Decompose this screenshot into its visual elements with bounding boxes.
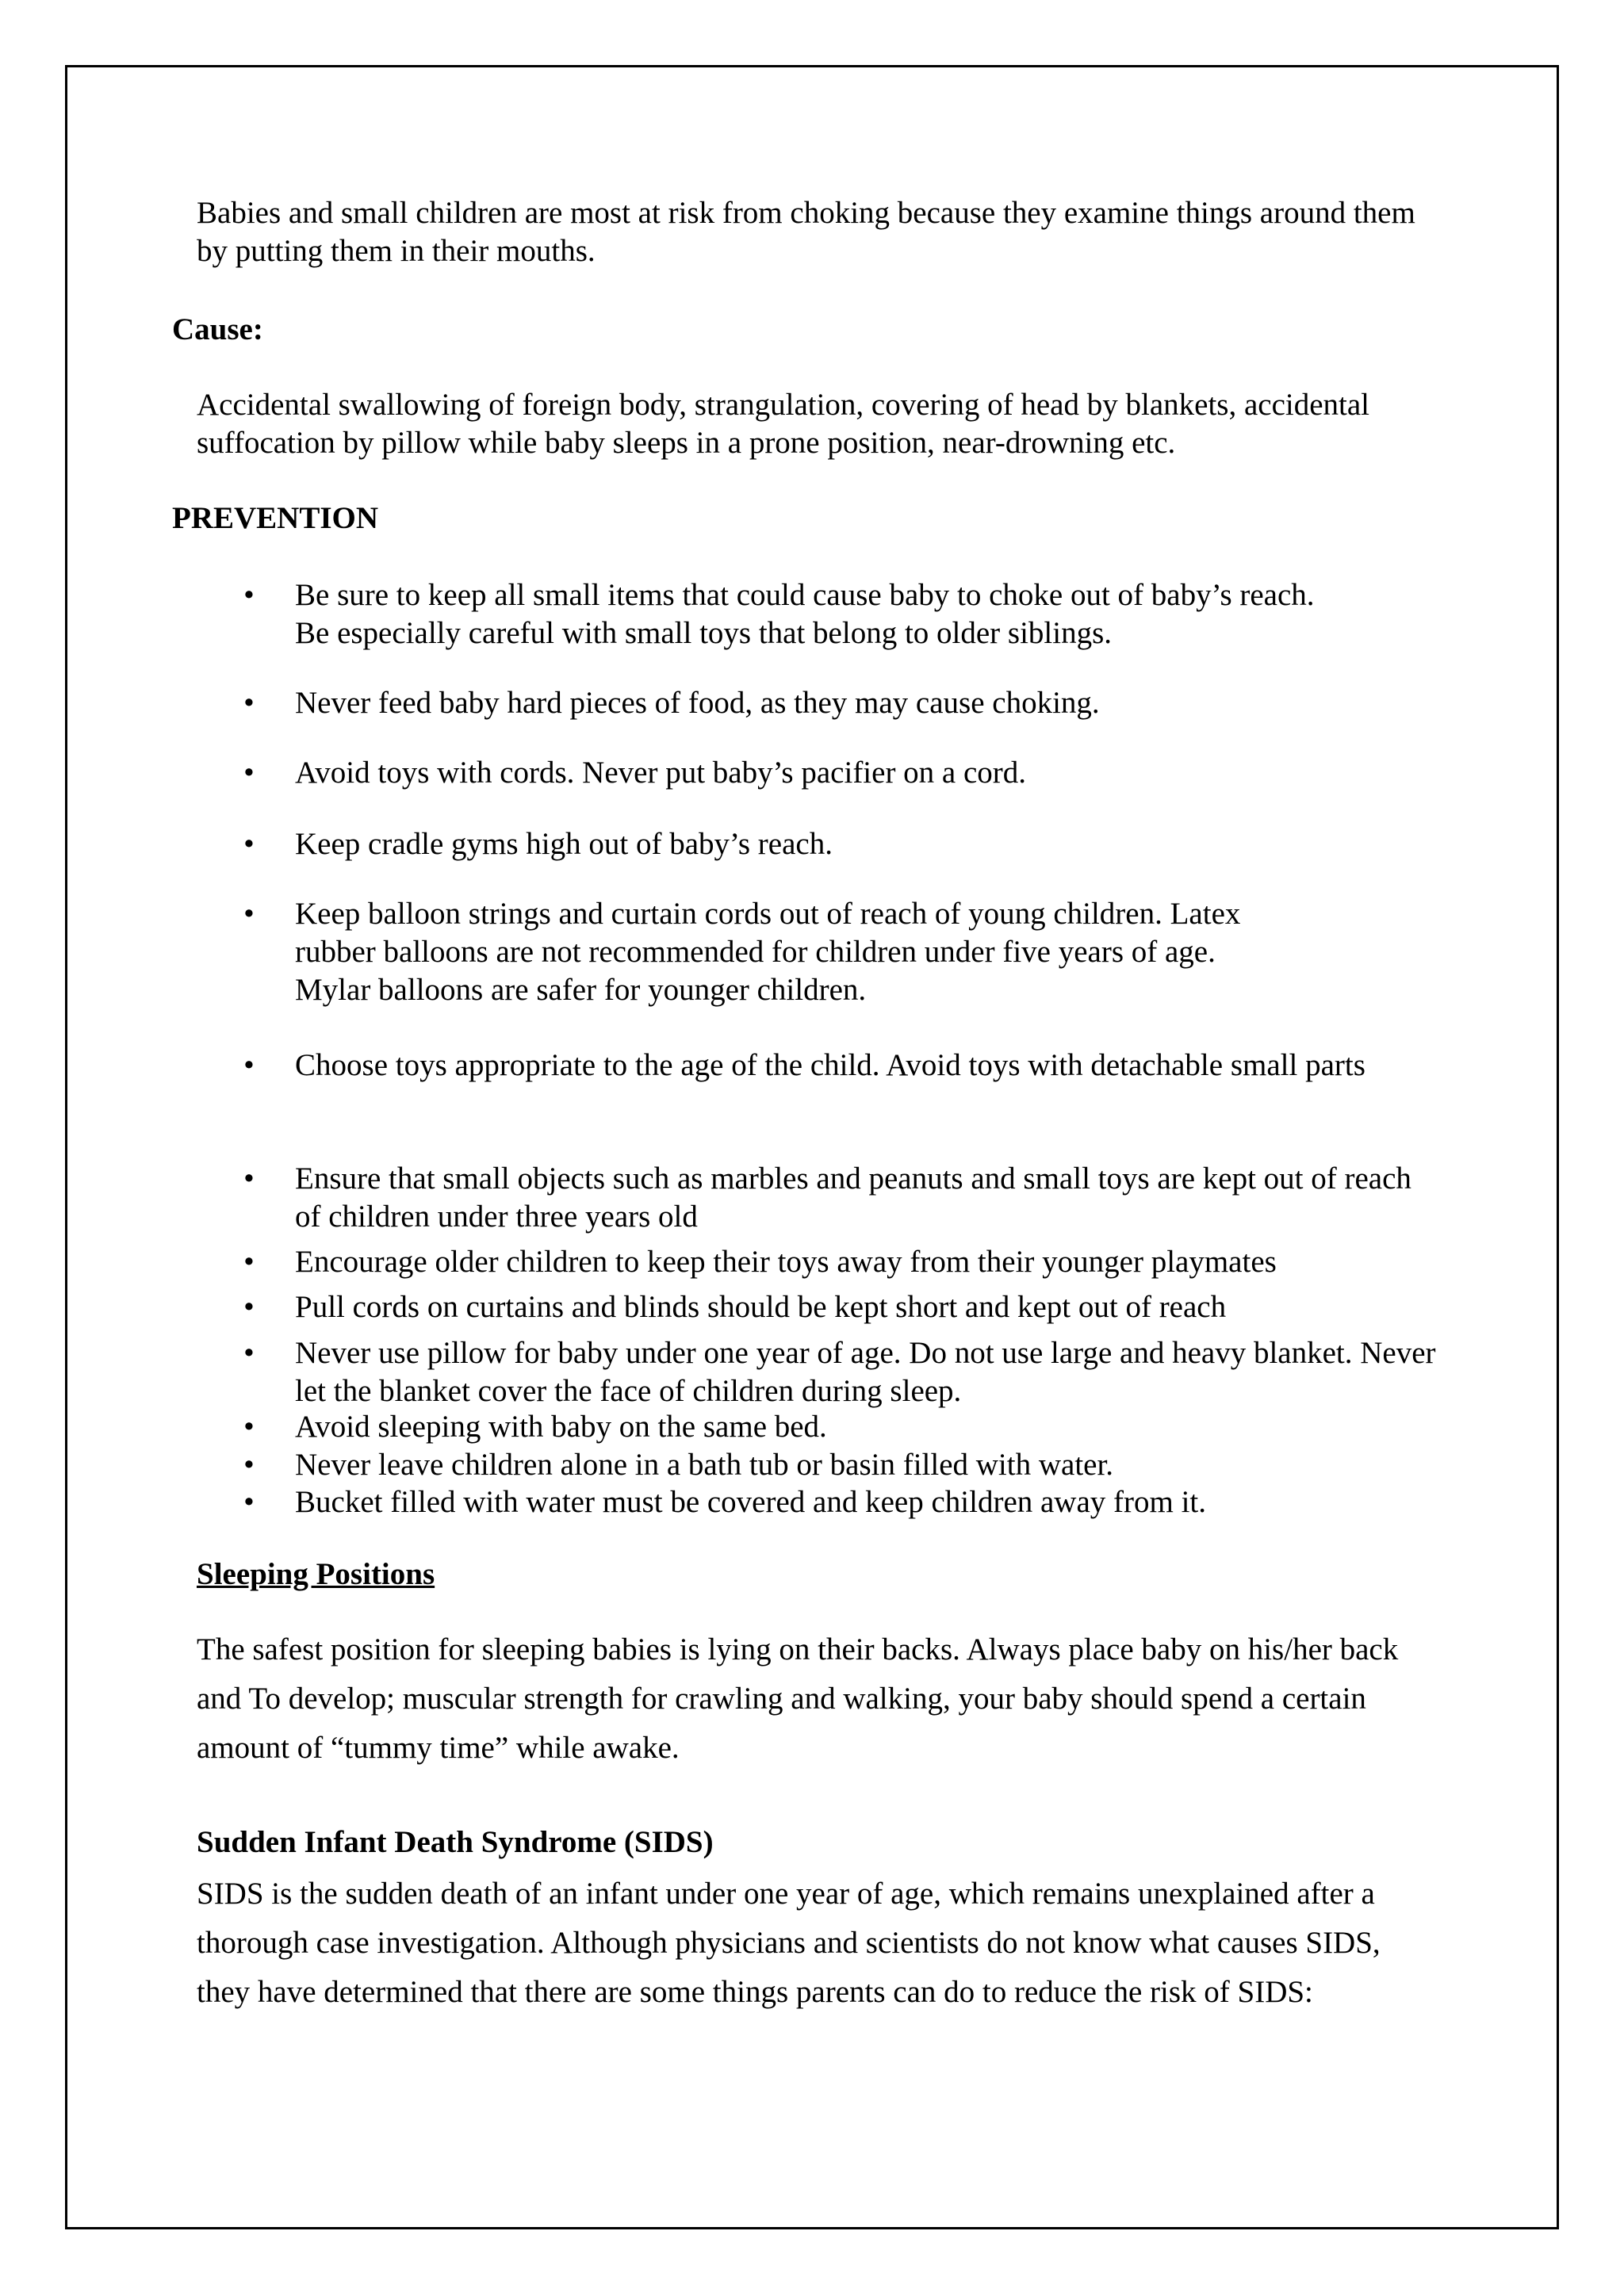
list-item — [243, 1408, 1435, 1446]
list-item-text: Keep balloon strings and curtain cords out of reach of young children. Latex rubber balloons are not recommended for children under five years of age. Mylar balloons are safer for younger children. — [295, 897, 1241, 1007]
cause-paragraph: Accidental swallowing of foreign body, strangulation, covering of head by blankets, accidental suffocation by pillow while baby sleeps in a prone position, near-drowning etc. — [197, 388, 1370, 460]
list-item-text: Be sure to keep all small items that could cause baby to choke out of baby’s reach. Be especially careful with small toys that belong to older siblings. — [295, 578, 1315, 650]
bullet-icon: • — [243, 897, 255, 931]
list-item-text: Ensure that small objects such as marbles and peanuts and small toys are kept out of reach of children under three years old — [295, 1161, 1411, 1234]
cause-heading: Cause: — [172, 312, 263, 346]
list-item — [243, 1446, 1435, 1484]
list-item-text: Bucket filled with water must be covered and keep children away from it. — [295, 1485, 1207, 1519]
bullet-icon: • — [243, 1290, 255, 1324]
list-item-text: Never use pillow for baby under one year of age. Do not use large and heavy blanket. Never let the blanket cover the face of children during sleep. — [295, 1336, 1436, 1408]
bullet-icon: • — [243, 1336, 255, 1370]
bullet-icon: • — [243, 1410, 255, 1444]
bullet-icon: • — [243, 827, 255, 861]
list-item-text: Pull cords on curtains and blinds should be kept short and kept out of reach — [295, 1290, 1227, 1324]
sleeping-positions-heading: Sleeping Positions — [197, 1557, 435, 1591]
list-item-text: Avoid toys with cords. Never put baby’s pacifier on a cord. — [295, 756, 1027, 790]
list-item — [243, 1047, 1435, 1085]
list-item — [243, 576, 1435, 652]
list-item-text: Never feed baby hard pieces of food, as they may cause choking. — [295, 686, 1100, 720]
bullet-icon: • — [243, 686, 255, 720]
bullet-icon: • — [243, 1245, 255, 1279]
bullet-icon: • — [243, 756, 255, 790]
list-item-text: Avoid sleeping with baby on the same bed. — [295, 1410, 827, 1444]
list-item — [243, 895, 1435, 1009]
bullet-icon: • — [243, 1048, 255, 1082]
list-item-text: Encourage older children to keep their toys away from their younger playmates — [295, 1245, 1277, 1279]
sids-paragraph: SIDS is the sudden death of an infant under one year of age, which remains unexplained after a thorough case investigation. Although physicians and scientists do not know what causes SIDS, they have determined that there are some things parents can do to reduce the risk of SIDS: — [197, 1877, 1381, 2009]
list-item — [243, 684, 1435, 722]
list-item — [243, 1483, 1435, 1521]
intro-paragraph: Babies and small children are most at risk from choking because they examine things around them by putting them in their mouths. — [197, 196, 1415, 268]
list-item — [243, 825, 1435, 863]
bullet-icon: • — [243, 1485, 255, 1519]
list-item-text: Never leave children alone in a bath tub or basin filled with water. — [295, 1448, 1114, 1482]
prevention-heading: PREVENTION — [172, 501, 379, 535]
bullet-icon: • — [243, 1161, 255, 1196]
list-item — [243, 1334, 1436, 1410]
sleeping-positions-paragraph: The safest position for sleeping babies is lying on their backs. Always place baby on his/her back and To develop; muscular strength for crawling and walking, your baby should spend a certain amount of “tummy time” while awake. — [197, 1632, 1399, 1765]
list-item-text: Choose toys appropriate to the age of the child. Avoid toys with detachable small parts — [295, 1048, 1365, 1082]
list-item-text: Keep cradle gyms high out of baby’s reach. — [295, 827, 833, 861]
list-item — [243, 1160, 1435, 1236]
list-item — [243, 1288, 1435, 1326]
list-item — [243, 754, 1435, 792]
sids-heading: Sudden Infant Death Syndrome (SIDS) — [197, 1825, 714, 1859]
bullet-icon: • — [243, 1448, 255, 1482]
bullet-icon: • — [243, 578, 255, 612]
list-item — [243, 1243, 1435, 1281]
